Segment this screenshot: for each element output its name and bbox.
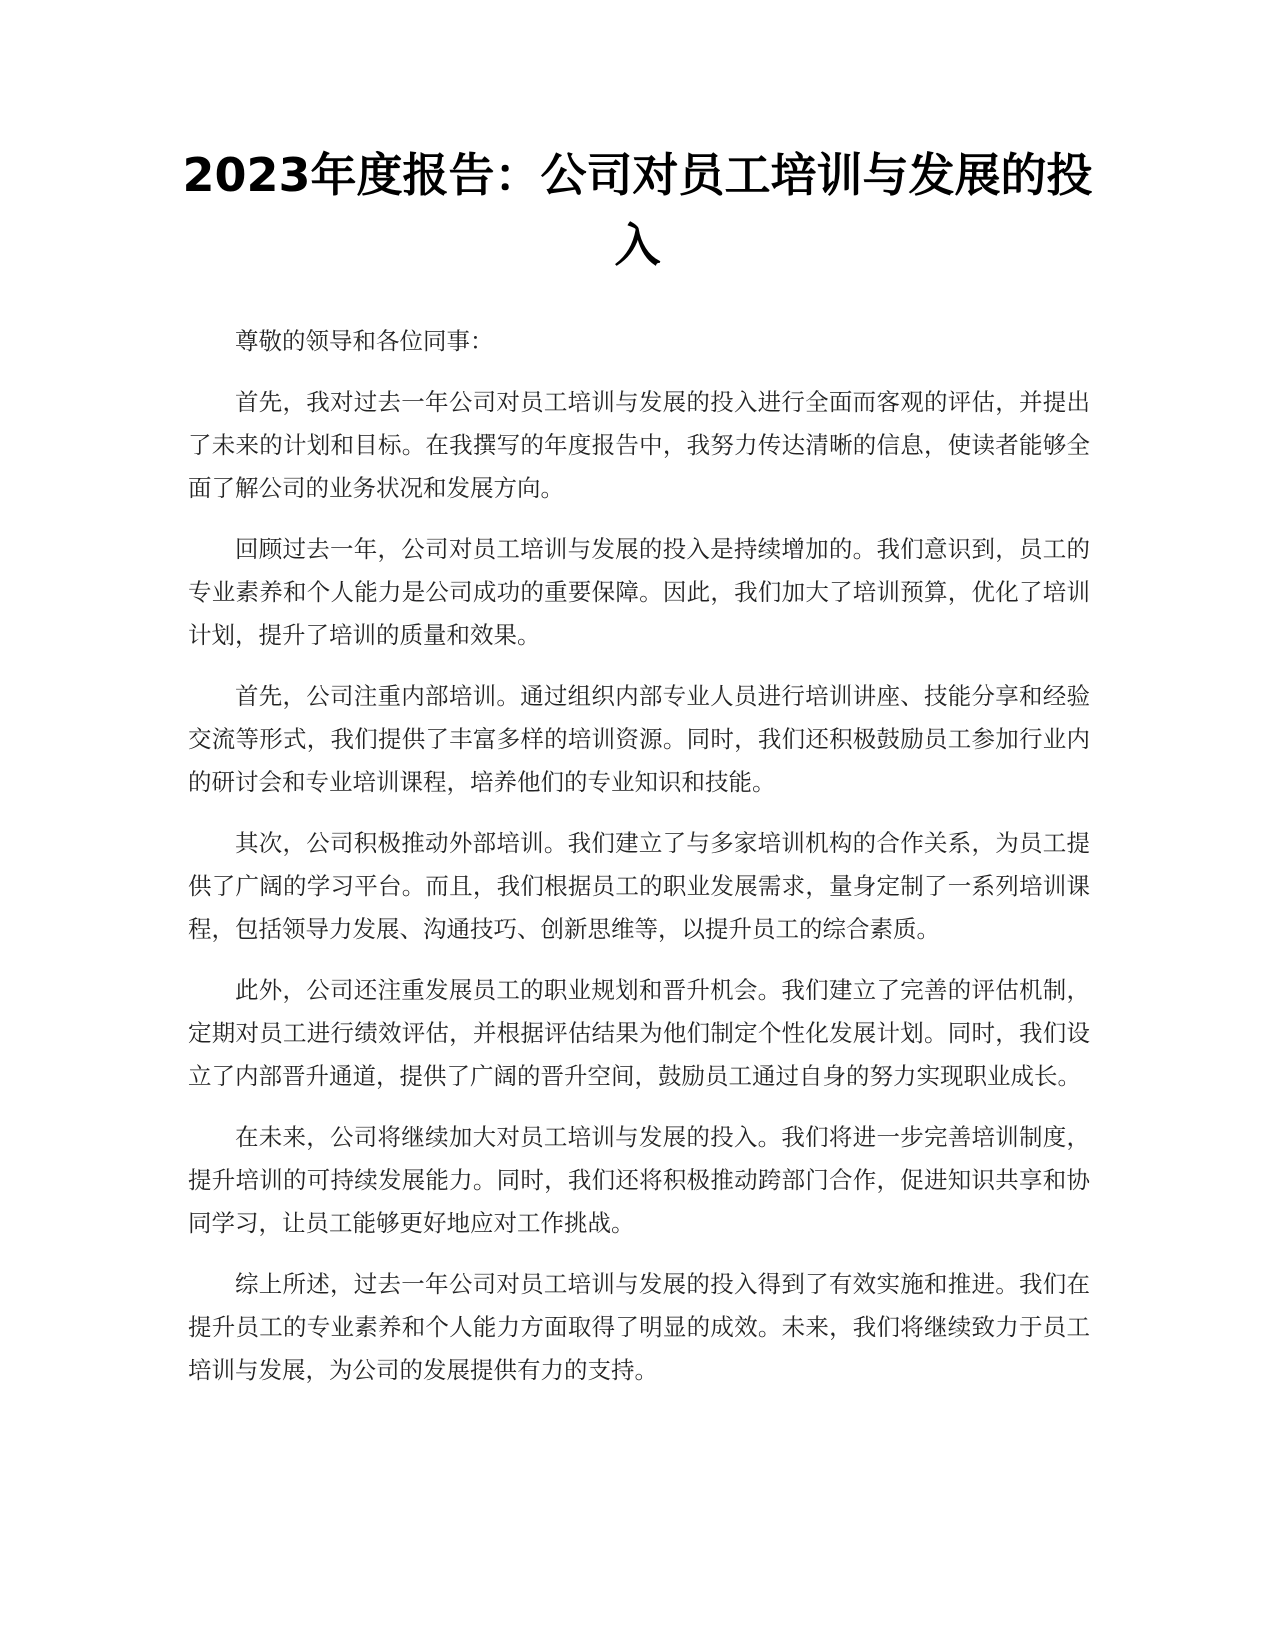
document-body xyxy=(188,320,1090,1410)
paragraph: 首先，公司注重内部培训。通过组织内部专业人员进行培训讲座、技能分享和经验交流等形式，我们提供了丰富多样的培训资源。同时，我们还积极鼓励员工参加行业内的研讨会和专业培训课程，培养他们的专业知识和技能。 xyxy=(188,682,1090,796)
paragraph: 综上所述，过去一年公司对员工培训与发展的投入得到了有效实施和推进。我们在提升员工的专业素养和个人能力方面取得了明显的成效。未来，我们将继续致力于员工培训与发展，为公司的发展提供有力的支持。 xyxy=(188,1270,1090,1384)
document-title: 2023年度报告：公司对员工培训与发展的投入 xyxy=(182,148,1093,272)
paragraph: 回顾过去一年，公司对员工培训与发展的投入是持续增加的。我们意识到，员工的专业素养和个人能力是公司成功的重要保障。因此，我们加大了培训预算，优化了培训计划，提升了培训的质量和效果。 xyxy=(188,535,1090,649)
paragraph: 在未来，公司将继续加大对员工培训与发展的投入。我们将进一步完善培训制度，提升培训的可持续发展能力。同时，我们还将积极推动跨部门合作，促进知识共享和协同学习，让员工能够更好地应对工作挑战。 xyxy=(188,1123,1090,1237)
paragraph: 首先，我对过去一年公司对员工培训与发展的投入进行全面而客观的评估，并提出了未来的计划和目标。在我撰写的年度报告中，我努力传达清晰的信息，使读者能够全面了解公司的业务状况和发展方向。 xyxy=(188,388,1090,502)
paragraph: 此外，公司还注重发展员工的职业规划和晋升机会。我们建立了完善的评估机制，定期对员工进行绩效评估，并根据评估结果为他们制定个性化发展计划。同时，我们设立了内部晋升通道，提供了广阔的晋升空间，鼓励员工通过自身的努力实现职业成长。 xyxy=(188,976,1090,1090)
paragraph: 其次，公司积极推动外部培训。我们建立了与多家培训机构的合作关系，为员工提供了广阔的学习平台。而且，我们根据员工的职业发展需求，量身定制了一系列培训课程，包括领导力发展、沟通技巧、创新思维等，以提升员工的综合素质。 xyxy=(188,829,1090,943)
salutation: 尊敬的领导和各位同事： xyxy=(235,327,494,355)
